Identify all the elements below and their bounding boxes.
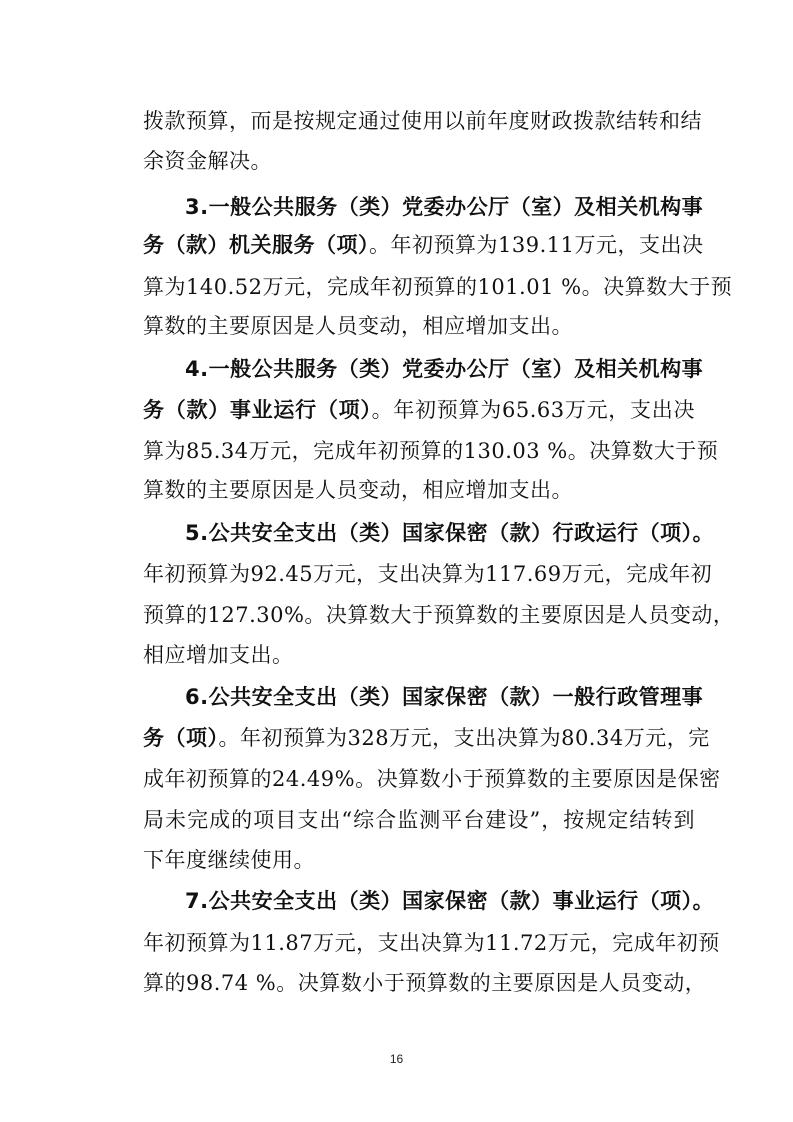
body-line: 算为140.52万元，完成年初预算的101.01 %。决算数大于预	[143, 275, 733, 299]
body-line: 算的98.74 %。决算数小于预算数的主要原因是人员变动，	[143, 971, 707, 995]
body-line: 预算的127.30%。决算数大于预算数的主要原因是人员变动，	[143, 603, 735, 627]
section-heading: 7.公共安全支出（类）国家保密（款）事业运行（项）。	[185, 889, 715, 913]
body-line: 拨款预算，而是按规定通过使用以前年度财政拨款结转和结	[143, 109, 702, 133]
body-line: 算数的主要原因是人员变动，相应增加支出。	[143, 314, 573, 338]
section-heading: 5.公共安全支出（类）国家保密（款）行政运行（项）。	[185, 521, 715, 545]
body-line: 余资金解决。	[143, 149, 272, 173]
body-line: 务（款）事业运行（项）。年初预算为65.63万元，支出决	[143, 398, 696, 422]
section-heading: 4.一般公共服务（类）党委办公厅（室）及相关机构事	[185, 357, 704, 381]
body-line: 相应增加支出。	[143, 643, 294, 667]
body-line: 成年初预算的24.49%。决算数小于预算数的主要原因是保密	[143, 767, 721, 791]
body-line: 算为85.34万元，完成年初预算的130.03 %。决算数大于预	[143, 439, 719, 463]
body-line: 年初预算为11.87万元，支出决算为11.72万元，完成年初预	[143, 931, 720, 955]
body-line: 局未完成的项目支出“综合监测平台建设”，按规定结转到	[143, 808, 695, 832]
section-heading: 务（款）机关服务（项）	[143, 233, 369, 257]
body-line: 务（项）。年初预算为328万元，支出决算为80.34万元，完	[143, 726, 710, 750]
page-number: 16	[389, 1052, 404, 1066]
section-heading: 3.一般公共服务（类）党委办公厅（室）及相关机构事	[185, 195, 704, 219]
body-line: 算数的主要原因是人员变动，相应增加支出。	[143, 478, 573, 502]
section-heading: 6.公共安全支出（类）国家保密（款）一般行政管理事	[185, 685, 704, 709]
body-line: 务（款）机关服务（项）。年初预算为139.11万元，支出决	[143, 233, 704, 257]
body-line: 年初预算为92.45万元，支出决算为117.69万元，完成年初	[143, 562, 713, 586]
section-heading: 务（款）事业运行（项）	[143, 398, 372, 422]
body-line: 下年度继续使用。	[143, 848, 315, 872]
section-heading: 务（项）	[143, 726, 219, 750]
